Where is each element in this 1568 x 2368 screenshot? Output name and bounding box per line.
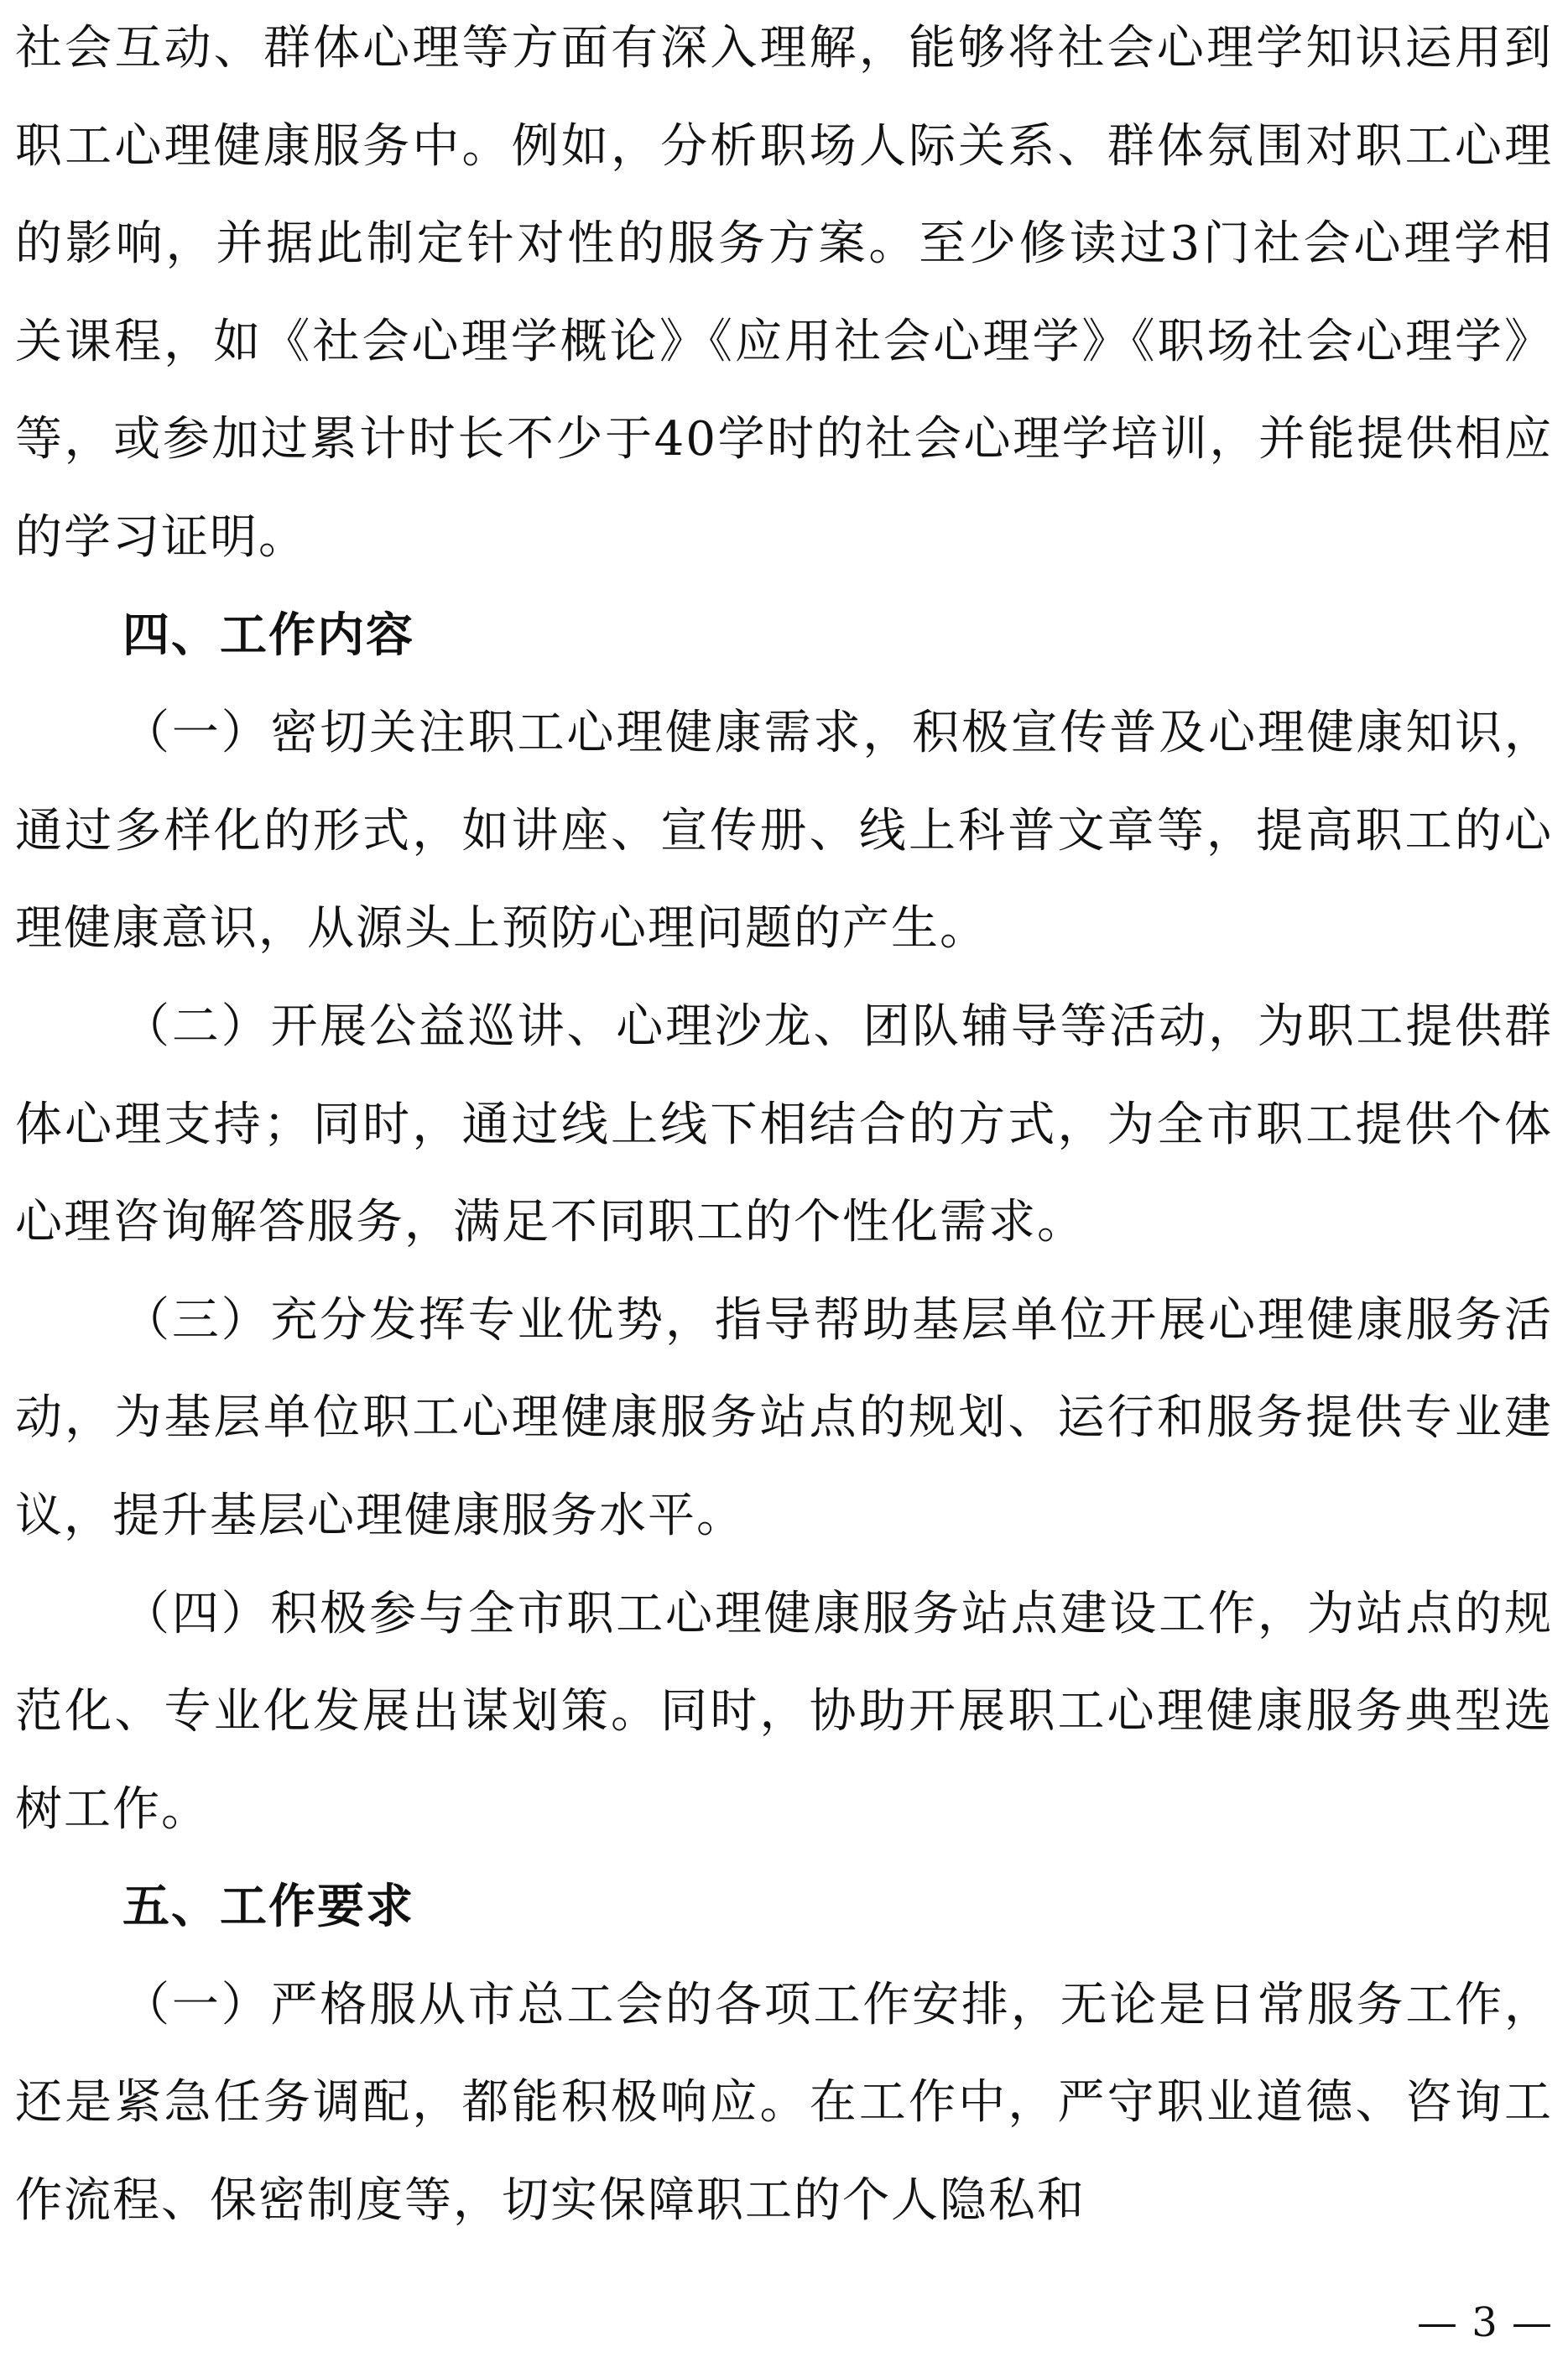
section-heading-work-content: 四、工作内容 [122, 608, 414, 663]
work-content-item-4: （四）积极参与全市职工心理健康服务站点建设工作，为站点的规范化、专业化发展出谋划策。同时，协助开展职工心理健康服务典型选树工作。 [15, 1586, 1553, 1837]
work-content-item-2: （二）开展公益巡讲、心理沙龙、团队辅导等活动，为职工提供群体心理支持；同时，通过线上线下相结合的方式，为全市职工提供个体心理咨询解答服务，满足不同职工的个性化需求。 [15, 999, 1553, 1250]
work-content-item-3: （三）充分发挥专业优势，指导帮助基层单位开展心理健康服务活动，为基层单位职工心理健康服务站点的规划、运行和服务提供专业建议，提升基层心理健康服务水平。 [15, 1292, 1553, 1543]
paragraph-continuation: 社会互动、群体心理等方面有深入理解，能够将社会心理学知识运用到职工心理健康服务中。例如，分析职场人际关系、群体氛围对职工心理的影响，并据此制定针对性的服务方案。至少修读过3门社会心理学相关课程，如《社会心理学概论》《应用社会心理学》《职场社会心理学》等，或参加过累计时长不少于40学时的社会心理学培训，并能提供相应的学习证明。 [15, 21, 1553, 565]
page-number: — 3 — [1416, 2299, 1553, 2346]
document-body [15, 0, 1553, 2251]
work-content-item-1: （一）密切关注职工心理健康需求，积极宣传普及心理健康知识，通过多样化的形式，如讲座、宣传册、线上科普文章等，提高职工的心理健康意识，从源头上预防心理问题的产生。 [15, 706, 1553, 957]
section-heading-work-requirements: 五、工作要求 [122, 1880, 414, 1935]
work-requirements-item-1: （一）严格服从市总工会的各项工作安排，无论是日常服务工作，还是紧急任务调配，都能积极响应。在工作中，严守职业道德、咨询工作流程、保密制度等，切实保障职工的个人隐私和 [15, 1977, 1553, 2229]
